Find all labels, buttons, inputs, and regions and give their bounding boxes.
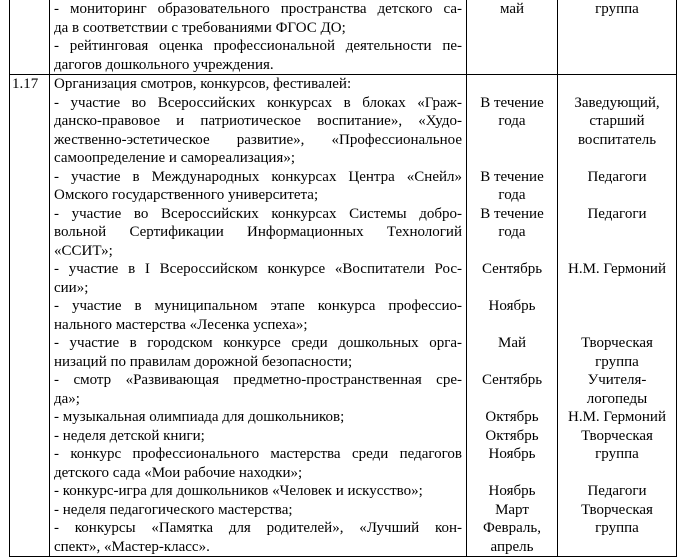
timing-text: года [498,187,526,203]
responsible-text: Творческая [581,335,653,351]
responsible-text: группа [595,520,639,536]
responsible-text: воспитатель [577,131,657,148]
activity-line: - неделя педагогического мастерства; [54,501,293,518]
activity-line: - участие в муниципальном этапе конкурса профессио- [54,298,462,314]
responsible-text: Педагоги [587,483,647,499]
timing-text: Октябрь [485,427,539,444]
activity-line: - смотр «Развивающая предметно-пространственная сре- [54,372,462,388]
responsible-text: группа [595,1,639,17]
activity-line: - конкурс профессионального мастерства среди педагогов [54,446,462,462]
responsible-cell [558,75,677,557]
activity-line: жественно-эстетическое развитие», «Профессиональное [54,131,462,148]
row-number: 1.17 [12,76,39,92]
responsible-text: Учителя- [587,372,647,388]
activity-cell [50,75,467,557]
row-number-cell [10,0,50,75]
activity-cell [50,0,467,75]
responsible-text: Заведующий, [574,94,660,111]
activity-line: - участие в I Всероссийском конкурсе «Воспитатели Рос- [54,261,462,277]
activity-line: - участие во Всероссийских конкурсах Системы добро- [54,205,462,222]
responsible-text: Творческая [581,427,653,444]
timing-text: года [498,113,526,129]
table-row [10,0,677,75]
responsible-text: старший [589,113,645,129]
responsible-text: Н.М. Гермоний [568,261,666,277]
activity-line: - конкурсы «Памятка для родителей», «Лучший кон- [54,520,462,536]
timing-text: Ноябрь [488,446,536,462]
activity-line: «ССИТ»; [54,242,113,259]
timing-text: апрель [490,538,534,555]
activity-line: нального мастерства «Лесенка успеха»; [54,316,308,333]
responsible-text: группа [595,353,639,370]
activity-line: вольной Сертификации Информационных Технологий [54,224,462,240]
activity-line: да в соответствии с требованиями ФГОС ДО; [54,19,346,36]
activity-line: спект», «Мастер-класс». [54,538,210,555]
timing-text: Май [497,335,527,351]
timing-text: года [498,224,526,240]
responsible-text: логопеды [586,390,648,407]
activity-line: - музыкальная олимпиада для дошкольников; [54,409,345,425]
activity-line: Омского государственного университета; [54,187,319,203]
table-row [10,75,677,557]
plan-table [9,0,677,557]
timing-text: май [499,1,525,17]
timing-cell [467,75,558,557]
responsible-text: Педагоги [587,205,647,222]
timing-text: Сентябрь [481,372,543,388]
timing-cell [467,0,558,75]
row-number-cell [10,75,50,557]
activity-line: - конкурс-игра для дошкольников «Человек и искусство»; [54,483,423,499]
timing-text: Октябрь [485,409,539,425]
timing-text: Март [495,501,529,518]
timing-text: В течение [480,205,544,222]
timing-text: Ноябрь [488,298,536,314]
activity-line: - неделя детской книги; [54,427,205,444]
responsible-cell [558,0,677,75]
responsible-text: Педагоги [587,168,647,185]
section-title: Организация смотров, конкурсов, фестивалей: [54,76,352,92]
activity-line: дагогов дошкольного учреждения. [54,56,274,73]
activity-line: данско-правовое и патриотическое воспитание», «Худо- [54,113,462,129]
timing-text: В течение [480,94,544,111]
responsible-text: Н.М. Гермоний [568,409,666,425]
activity-line: - участие в городском конкурсе среди дошкольных орга- [54,335,462,351]
activity-line: низаций по правилам дорожной безопасности; [54,353,353,370]
activity-line: - участие во Всероссийских конкурсах в блоках «Граж- [54,94,462,111]
timing-text: В течение [480,168,544,185]
responsible-text: группа [595,446,639,462]
activity-line: самоопределение и самореализация»; [54,150,295,166]
activity-line: детского сада «Мои рабочие находки»; [54,464,303,481]
activity-line: - рейтинговая оценка профессиональной деятельности пе- [54,38,462,54]
responsible-text: Творческая [581,501,653,518]
timing-text: Февраль, [483,520,541,536]
activity-line: - участие в Международных конкурсах Центра «Снейл» [54,168,462,185]
activity-line: - мониторинг образовательного пространства детского са- [54,1,462,17]
timing-text: Сентябрь [481,261,543,277]
timing-text: Ноябрь [488,483,536,499]
activity-line: да»; [54,390,80,407]
activity-line: сии»; [54,279,89,296]
